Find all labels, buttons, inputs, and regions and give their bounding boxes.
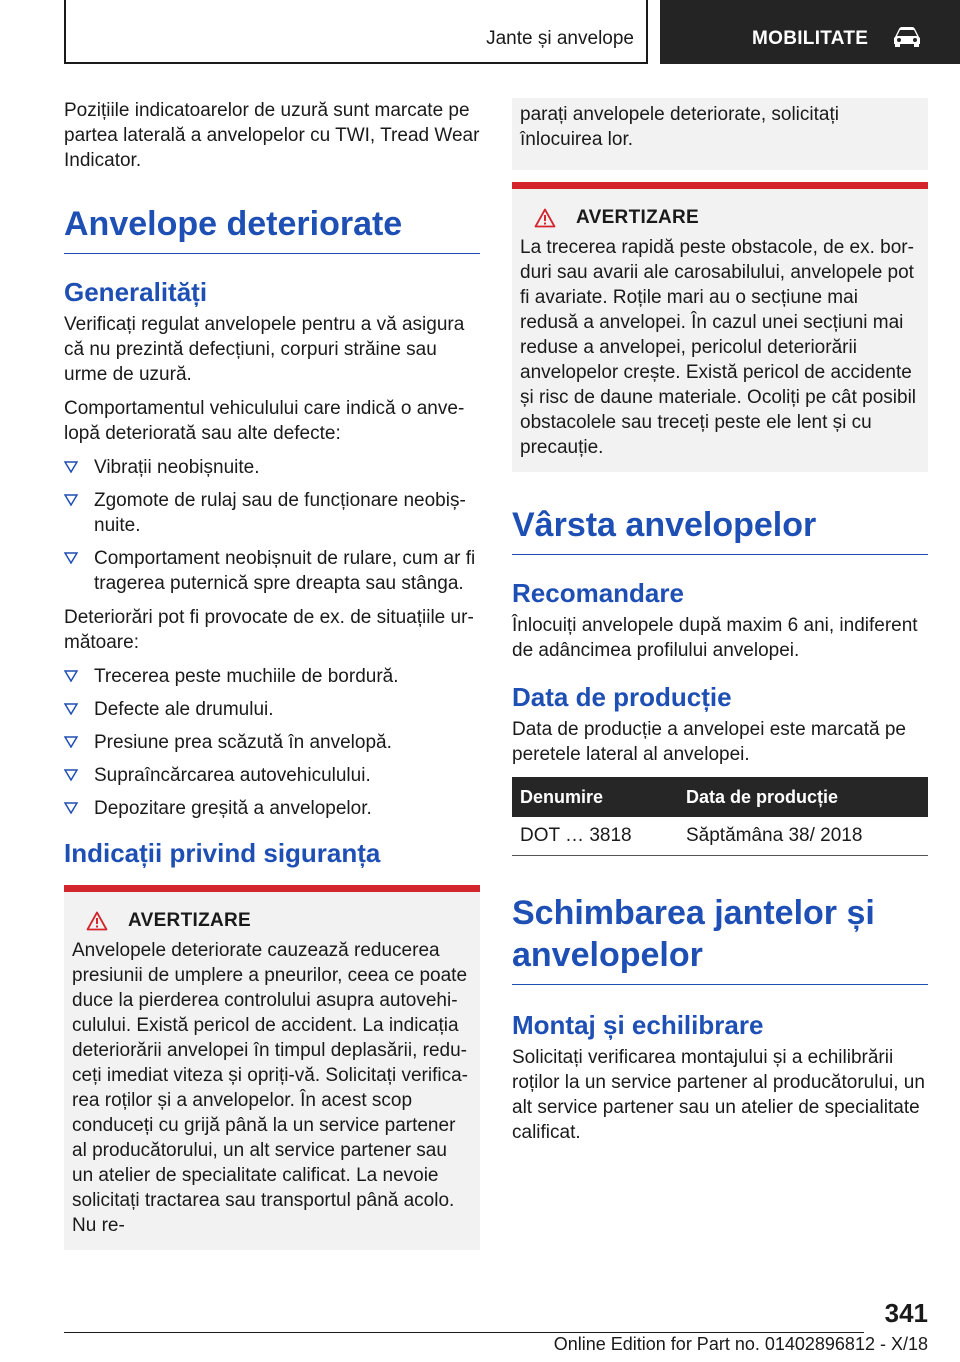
- edition-text: Online Edition for Part no. 01402896812 - X/18: [553, 1334, 928, 1354]
- paragraph-verify: Verificați regulat anvelopele pentru a vă asigura că nu prezintă defecțiuni, corpuri străine sau urme de uzură.: [64, 314, 465, 385]
- triangle-bullet-icon: [64, 461, 78, 473]
- header-chapter-box: [660, 0, 960, 64]
- paragraph-recommendation: Înlocuiți anvelopele după maxim 6 ani, indiferent de adâncimea profilului anvelopei.: [512, 615, 918, 661]
- symptoms-list: [64, 455, 480, 596]
- intro-paragraph: Pozițiile indicatoarelor de uzură sunt marcate pe partea laterală a anvelopelor cu TWI, Tread Wear Indicator.: [64, 100, 480, 171]
- warning-box: [512, 182, 928, 472]
- list-item: Trecerea peste muchiile de bordură.: [64, 664, 480, 689]
- left-column: [64, 98, 480, 1250]
- list-item: Supraîncărcarea autovehiculului.: [64, 763, 480, 788]
- triangle-bullet-icon: [64, 670, 78, 682]
- table-cell: Săptămâna 38/ 2018: [678, 817, 928, 856]
- header-section-title: Jante și anvelope: [486, 28, 634, 49]
- car-icon: [892, 26, 922, 48]
- triangle-bullet-icon: [64, 703, 78, 715]
- triangle-bullet-icon: [64, 494, 78, 506]
- heading-general: Generalități: [64, 277, 208, 307]
- heading-production-date: Data de producție: [512, 682, 732, 712]
- warning-continuation-text: parați anvelopele deteriorate, solicitați înlocuirea lor.: [520, 104, 839, 150]
- list-item: Presiune prea scăzută în anvelopă.: [64, 730, 480, 755]
- triangle-bullet-icon: [64, 736, 78, 748]
- warning-title: AVERTIZARE: [128, 910, 251, 931]
- causes-list: [64, 664, 480, 821]
- heading-rims-tires-change: Schimbarea jantelor și anvelopelor: [512, 892, 928, 985]
- paragraph-damage-causes: Deteriorări pot fi provocate de ex. de situațiile următoare:: [64, 607, 474, 653]
- warning-title: AVERTIZARE: [576, 207, 699, 228]
- table-header: Denumire: [512, 777, 678, 817]
- production-date-table: [512, 777, 928, 856]
- triangle-bullet-icon: [64, 802, 78, 814]
- list-item: Zgomote de rulaj sau de funcționare neobișnuite.: [64, 488, 480, 538]
- right-column: [512, 98, 928, 1154]
- warning-box: [64, 885, 480, 1250]
- list-item: Vibrații neobișnuite.: [64, 455, 480, 480]
- page-number: 341: [884, 1298, 928, 1328]
- paragraph-production-date: Data de producție a anvelopei este marcată pe peretele lateral al anvelopei.: [512, 719, 906, 765]
- header-chapter-title: MOBILITATE: [752, 28, 869, 49]
- heading-mount-balance: Montaj și echilibrare: [512, 1010, 764, 1040]
- list-item: Defecte ale drumului.: [64, 697, 480, 722]
- triangle-bullet-icon: [64, 552, 78, 564]
- triangle-bullet-icon: [64, 769, 78, 781]
- table-row: [512, 817, 928, 856]
- header-section-box: [64, 0, 648, 64]
- warning-text: La trecerea rapidă peste obstacole, de ex. borduri sau avarii ale carosabilului, anvelopele pot fi avariate. Roțile mari au o secțiune mai redusă a anvelopei. În cazul unei secțiuni mai reduse a anvelopei, pericolul deteriorării anvelopelor crește. Există pericol de accidente și risc de daune materiale. Ocoliți pe cât posibil obstacolele sau treceți peste ele lent și cu precauție.: [520, 237, 917, 458]
- table-header: Data de producție: [678, 777, 928, 817]
- list-item: Comportament neobișnuit de rulare, cum ar fi tragerea puternică spre dreapta sau stânga.: [64, 546, 480, 596]
- table-cell: DOT … 3818: [512, 817, 678, 856]
- heading-tire-age: Vârsta anvelopelor: [512, 504, 928, 555]
- list-item: Depozitare greșită a anvelopelor.: [64, 796, 480, 821]
- paragraph-behavior: Comportamentul vehiculului care indică o anvelopă deteriorată sau alte defecte:: [64, 398, 465, 444]
- heading-damaged-tires: Anvelope deteriorate: [64, 203, 480, 254]
- heading-safety: Indicații privind siguranța: [64, 838, 381, 868]
- footer-divider: [64, 1332, 864, 1333]
- paragraph-mount-balance: Solicitați verificarea montajului și a echilibrării roților la un service partener al producătorului, un alt service partener sau un atelier de specialitate calificat.: [512, 1047, 925, 1143]
- warning-triangle-icon: [534, 208, 556, 228]
- warning-continuation-box: [512, 98, 928, 170]
- warning-text: Anvelopele deteriorate cauzează reducerea presiunii de umplere a pneurilor, ceea ce poate duce la pierderea controlului asupra autovehiculului. Există pericol de accident. La indicația deteriorării anvelopei în timpul deplasării, reduceți imediat viteza și opriți-vă. Solicitați verificarea roților și a anvelopelor. În acest scop conduceți cu grijă până la un service partener al producătorului, un alt service partener sau un atelier de specialitate calificat. La nevoie solicitați tractarea sau transportul până acolo. Nu re-: [72, 940, 468, 1236]
- warning-triangle-icon: [86, 911, 108, 931]
- heading-recommendation: Recomandare: [512, 578, 684, 608]
